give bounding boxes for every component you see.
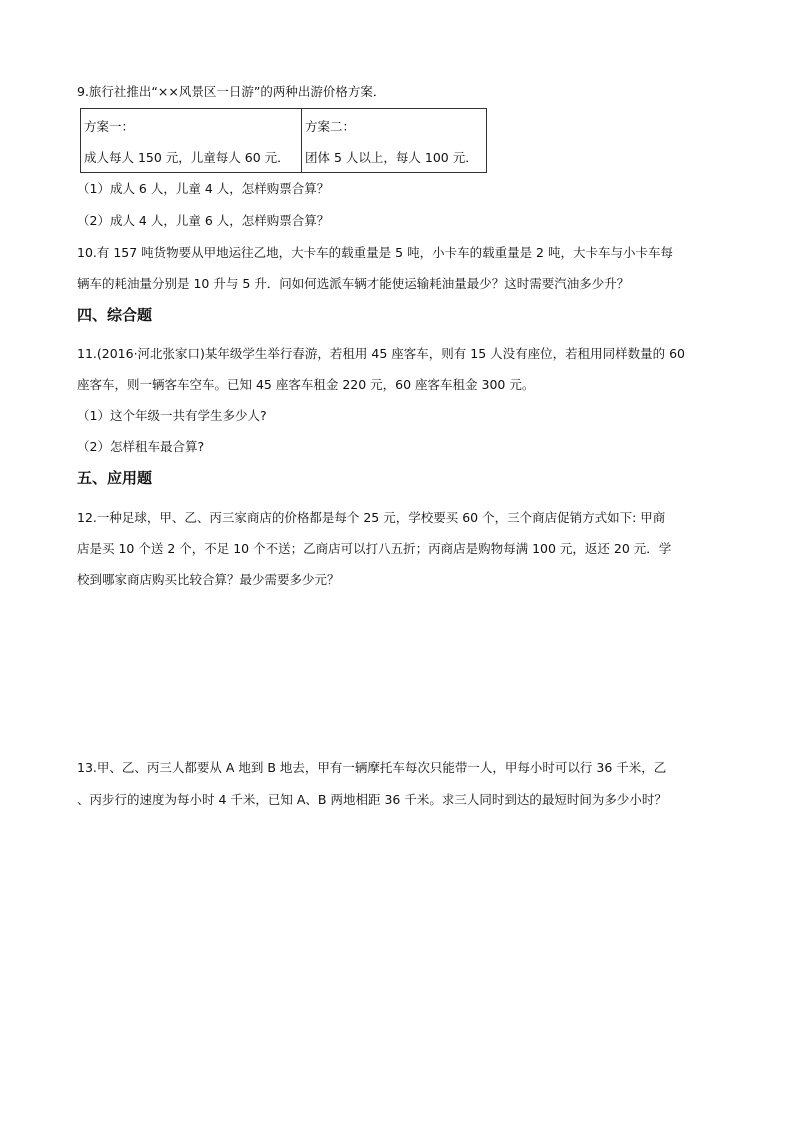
q10-line2: 辆车的耗油量分别是 10 升与 5 升．问如何选派车辆才能使运输耗油量最少？这时需要汽油多少升？ bbox=[77, 276, 630, 291]
section5-title: 五、应用题 bbox=[77, 469, 153, 487]
plan2-title: 方案二： bbox=[305, 119, 356, 134]
q9-sub2: （2）成人 4 人，儿童 6 人，怎样购票合算？ bbox=[77, 213, 330, 228]
q11-line2: 座客车，则一辆客车空车。已知 45 座客车租金 220 元，60 座客车租金 300 元。 bbox=[77, 377, 535, 392]
q10-line1: 10.有 157 吨货物要从甲地运往乙地，大卡车的载重量是 5 吨，小卡车的载重量是 2 吨，大卡车与小卡车每 bbox=[77, 245, 673, 260]
q9-stem: 9.旅行社推出“××风景区一日游”的两种出游价格方案． bbox=[77, 84, 386, 99]
q13-line2: 、丙步行的速度为每小时 4 千米，已知 A、B 两地相距 36 千米。求三人同时到达的最短时间为多少小时？ bbox=[77, 792, 667, 807]
q13-line1: 13.甲、乙、丙三人都要从 A 地到 B 地去，甲有一辆摩托车每次只能带一人，甲每小时可以行 36 千米，乙 bbox=[77, 760, 667, 775]
plan1-cell bbox=[81, 109, 302, 173]
price-plan-table bbox=[80, 108, 487, 173]
q9-sub1: （1）成人 6 人，儿童 4 人，怎样购票合算？ bbox=[77, 181, 330, 196]
section4-title: 四、综合题 bbox=[77, 306, 153, 324]
q12-line2: 店是买 10 个送 2 个，不足 10 个不送；乙商店可以打八五折；丙商店是购物每满 100 元，返还 20 元．学 bbox=[77, 541, 672, 556]
plan2-detail: 团体 5 人以上，每人 100 元． bbox=[305, 150, 478, 165]
q11-line1: 11.(2016·河北张家口)某年级学生举行春游，若租用 45 座客车，则有 15 人没有座位，若租用同样数量的 60 bbox=[77, 346, 686, 361]
plan2-cell bbox=[302, 109, 487, 173]
plan1-title: 方案一： bbox=[84, 119, 135, 134]
q12-line1: 12.一种足球，甲、乙、丙三家商店的价格都是每个 25 元，学校要买 60 个，三个商店促销方式如下: 甲商 bbox=[77, 510, 666, 525]
q11-sub2: （2）怎样租车最合算? bbox=[77, 439, 205, 454]
plan1-detail: 成人每人 150 元，儿童每人 60 元． bbox=[84, 150, 290, 165]
q12-line3: 校到哪家商店购买比较合算？最少需要多少元？ bbox=[77, 572, 340, 587]
q11-sub1: （1）这个年级一共有学生多少人? bbox=[77, 408, 267, 423]
